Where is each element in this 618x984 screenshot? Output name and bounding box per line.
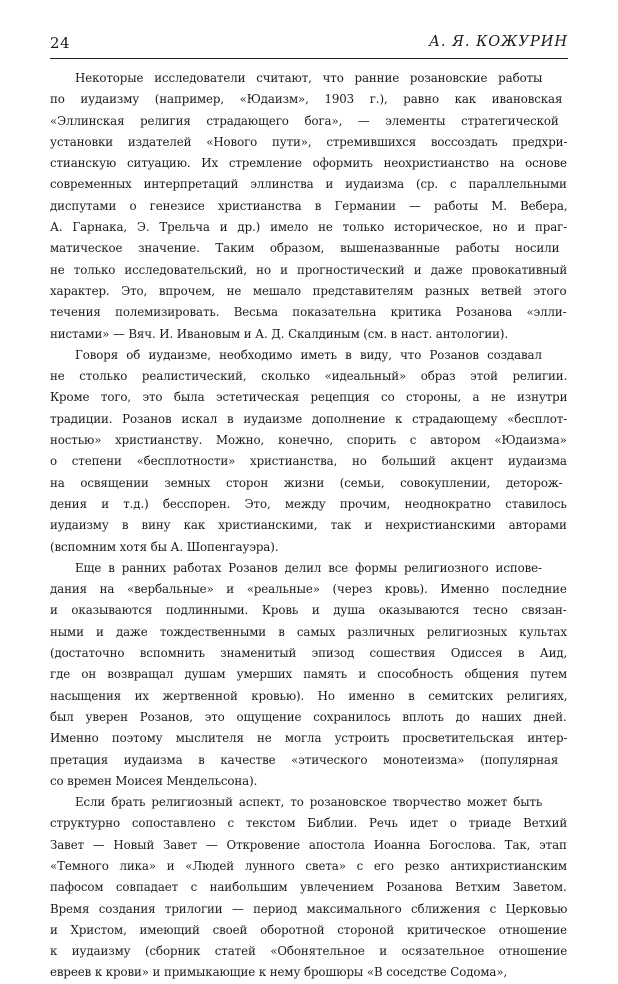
text-line: Завет — Новый Завет — Откровение апостола Иоанна Богослова. Так, этап (50, 837, 567, 852)
text-line: Если брать религиозный аспект, то розановское творчество может быть (75, 795, 543, 810)
paragraph (50, 68, 567, 345)
text-line: матическое значение. Таким образом, вышеназванные работы носили (50, 241, 560, 256)
text-line: о степени «бесплотности» христианства, но больший акцент иудаизма (50, 454, 567, 469)
text-line: где он возвращал душам умерших память и способность общения путем (50, 667, 568, 682)
text-line: ностью» христианству. Можно, конечно, спорить с автором «Юдаизма» (50, 433, 567, 448)
text-line: «Темного лика» и «Людей лунного света» с его резко антихристианским (50, 858, 567, 873)
text-line: структурно сопоставлено с текстом Библии. Речь идет о триаде Ветхий (50, 816, 568, 831)
text-line: со времен Моисея Мендельсона). (50, 773, 258, 788)
body-text (50, 68, 567, 984)
header-rule (50, 58, 568, 59)
page-header (50, 30, 568, 58)
text-line: «Эллинская религия страдающего бога», — элементы стратегической (50, 113, 559, 128)
text-line: претация иудаизма в качестве «этического монотеизма» (популярная (50, 752, 559, 767)
text-line: дения и т.д.) бесспорен. Это, между прочим, неоднократно ставилось (50, 496, 567, 511)
text-line: современных интерпретаций эллинства и иудаизма (ср. с параллельными (50, 177, 567, 192)
text-line: не столько реалистический, сколько «идеальный» образ этой религии. (50, 369, 568, 384)
text-line: традиции. Розанов искал в иудаизме дополнение к страдающему «бесплот- (50, 411, 568, 426)
text-line: и оказываются подлинными. Кровь и душа оказываются тесно связан- (50, 603, 567, 618)
text-line: дания на «вербальные» и «реальные» (через кровь). Именно последние (50, 582, 567, 597)
text-line: на освящении земных сторон жизни (семьи, совокуплении, деторож- (50, 475, 563, 490)
text-line: течения полемизировать. Весьма показательна критика Розанова «элли- (50, 305, 567, 320)
text-line: Еще в ранних работах Розанов делил все формы религиозного испове- (75, 560, 542, 575)
text-line: и Христом, имеющий своей оборотной стороной критическое отношение (50, 922, 568, 937)
paragraph (50, 558, 567, 792)
text-line: установки издателей «Нового пути», стремившихся воссоздать предхри- (50, 134, 568, 149)
paragraph (50, 792, 567, 984)
text-line: Время создания трилогии — период максимального сближения с Церковью (50, 901, 568, 916)
text-line: ными и даже тождественными в самых различных религиозных культах (50, 624, 567, 639)
text-line: по иудаизму (например, «Юдаизм», 1903 г.), равно как ивановская (50, 92, 563, 107)
text-line: Говоря об иудаизме, необходимо иметь в виду, что Розанов создавал (75, 347, 542, 362)
text-line: не только исследовательский, но и прогностический и даже провокативный (50, 262, 568, 277)
text-line: диспутами о генезисе христианства в Германии — работы М. Вебера, (50, 198, 568, 213)
text-line: (вспомним хотя бы А. Шопенгауэра). (50, 539, 279, 554)
text-line: насыщения их жертвенной кровью). Но именно в семитских религиях, (50, 688, 568, 703)
text-line: нистами» — Вяч. И. Ивановым и А. Д. Скалдиным (см. в наст. антологии). (50, 326, 509, 341)
page-number: 24 (50, 34, 71, 52)
text-line: Кроме того, это была эстетическая рецепция со стороны, а не изнутри (50, 390, 568, 405)
text-line: Именно поэтому мыслителя не могла устроить просветительская интер- (50, 731, 568, 746)
text-line: А. Гарнака, Э. Трельча и др.) имело не только историческое, но и праг- (50, 220, 568, 235)
paragraph (50, 345, 567, 558)
text-line: иудаизму в вину как христианскими, так и нехристианскими авторами (50, 518, 567, 533)
text-line: пафосом совпадает с наибольшим увлечением Розанова Ветхим Заветом. (50, 880, 567, 895)
text-line: к иудаизму (сборник статей «Обонятельное и осязательное отношение (50, 944, 568, 959)
text-line: евреев к крови» и примыкающие к нему брошюры «В соседстве Содома», (50, 965, 508, 980)
text-line: стианскую ситуацию. Их стремление оформить неохристианство на основе (50, 156, 567, 171)
text-line: (достаточно вспомнить знаменитый эпизод сошествия Одиссея в Аид, (50, 646, 568, 661)
running-head-author: А. Я. КОЖУРИН (428, 34, 568, 50)
text-line: был уверен Розанов, это ощущение сохранилось вплоть до наших дней. (50, 709, 567, 724)
text-line: характер. Это, впрочем, не мешало представителям разных ветвей этого (50, 283, 567, 298)
text-line: Некоторые исследователи считают, что ранние розановские работы (75, 71, 543, 85)
